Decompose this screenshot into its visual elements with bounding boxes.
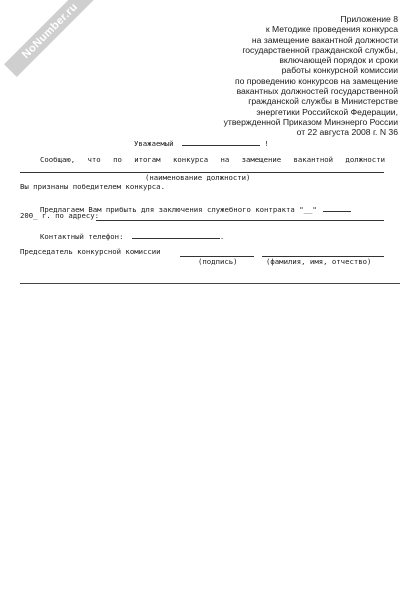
phone-label: Контактный телефон: bbox=[40, 232, 124, 241]
address-blank bbox=[96, 220, 384, 221]
appendix-line: от 22 августа 2008 г. N 36 bbox=[296, 127, 398, 138]
appendix-line: Приложение 8 bbox=[340, 14, 398, 24]
word: конкурса bbox=[172, 155, 209, 164]
result-sentence bbox=[40, 155, 385, 164]
appendix-line: утвержденной Приказом Минэнерго России bbox=[223, 116, 398, 127]
invite-text: Предлагаем Вам прибыть для заключения служебного контракта "__" bbox=[40, 205, 317, 214]
appendix-line: работы конкурсной комиссии bbox=[281, 65, 398, 76]
position-hint: (наименование должности) bbox=[145, 173, 251, 182]
addressee-blank bbox=[182, 136, 260, 146]
appendix-line: к Методике проведения конкурса bbox=[265, 24, 398, 35]
name-hint: (фамилия, имя, отчество) bbox=[266, 257, 372, 266]
winner-text: Вы признаны победителем конкурса. bbox=[20, 182, 165, 191]
appendix-line: включающей порядок и сроки bbox=[279, 55, 398, 66]
word: по bbox=[113, 155, 122, 164]
greeting-line bbox=[134, 136, 269, 148]
appendix-line: вакантных должностей государственной bbox=[236, 86, 398, 97]
word: что bbox=[87, 155, 101, 164]
word: вакантной bbox=[293, 155, 334, 164]
appendix-header bbox=[208, 14, 398, 138]
appendix-line: по проведению конкурсов на замещение bbox=[234, 75, 398, 86]
appendix-line: энергетики Российской Федерации, bbox=[256, 106, 398, 117]
watermark: NoNumber.ru bbox=[4, 0, 96, 77]
word: должности bbox=[345, 155, 385, 164]
signature-hint: (подпись) bbox=[198, 257, 238, 266]
phone-blank bbox=[132, 229, 220, 239]
word: на bbox=[220, 155, 230, 164]
phone-end: . bbox=[219, 232, 225, 241]
phone-line bbox=[40, 229, 224, 241]
word: замещение bbox=[241, 155, 282, 164]
month-blank bbox=[323, 202, 351, 212]
appendix-line: гражданской службы в Министерстве bbox=[248, 96, 398, 107]
invite-year: 200_ г. по адресу: bbox=[20, 211, 100, 220]
appendix-line: государственной гражданской службы, bbox=[242, 44, 398, 55]
word: итогам bbox=[134, 155, 161, 164]
appendix-line: на замещение вакантной должности bbox=[251, 34, 398, 45]
word: Сообщаю, bbox=[40, 155, 76, 164]
greeting-end: ! bbox=[264, 139, 269, 148]
chairman-label: Председатель конкурсной комиссии bbox=[20, 247, 161, 256]
bottom-divider bbox=[20, 283, 400, 284]
greeting-word: Уважаемый bbox=[134, 139, 174, 148]
